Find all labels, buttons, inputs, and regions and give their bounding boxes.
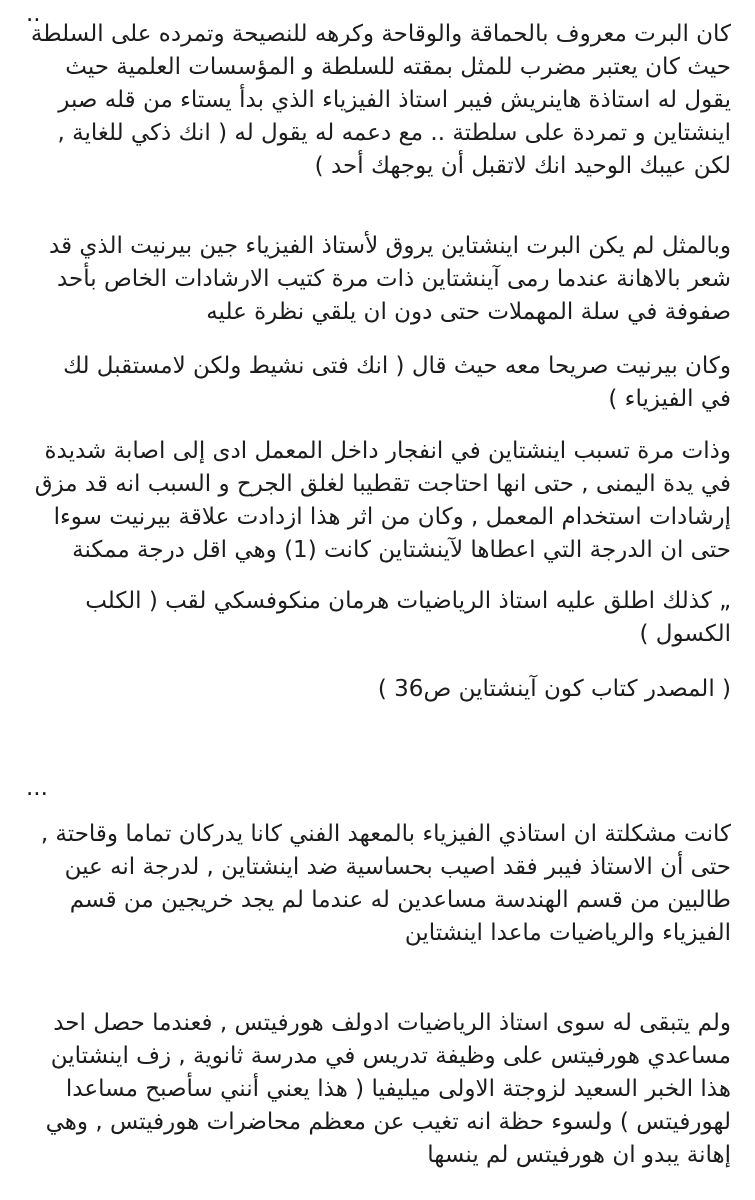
paragraph-line: كان البرت معروف بالحماقة والوقاحة وكرهه للنصيحة وتمرده على السلطة	[30, 21, 731, 47]
paragraph-line: حيث كان يعتبر مضرب للمثل بمقته للسلطة و المؤسسات العلمية حيث	[65, 54, 731, 80]
paragraph-line: في الفيزياء )	[608, 386, 731, 412]
paragraph-line: ( المصدر كتاب كون آينشتاين ص36 )	[377, 676, 731, 702]
paragraph-6	[24, 818, 731, 950]
paragraph-line: يقول له استاذة هاينريش فيبر استاذ الفيزياء الذي بدأ يستاء من قله صبر	[58, 87, 731, 113]
paragraph-line: صفوفة في سلة المهملات حتى دون ان يلقي نظرة عليه	[206, 299, 731, 325]
paragraph-line: ولم يتبقى له سوى استاذ الرياضيات ادولف هورفيتس , فعندما حصل احد	[53, 1010, 731, 1036]
paragraph-4	[24, 435, 731, 567]
paragraph-line: كانت مشكلتة ان استاذي الفيزياء بالمعهد الفني كانا يدركان تماما وقاحتة ,	[40, 821, 731, 847]
paragraph-line: وبالمثل لم يكن البرت اينشتاين يروق لأستاذ الفيزياء جين بيرنيت الذي قد	[49, 233, 731, 259]
paragraph-line: إرشادات استخدام المعمل , وكان من اثر هذا ازدادت علاقة بيرنيت سوءا	[53, 504, 731, 530]
paragraph-line: حتى ان الدرجة التي اعطاها لآينشتاين كانت (1) وهي اقل درجة ممكنة	[72, 537, 731, 563]
paragraph-5	[24, 585, 731, 651]
paragraph-line: الكسول )	[639, 621, 731, 647]
paragraph-line: هذا الخبر السعيد لزوجتة الاولى ميليفيا ( هذا يعني أنني سأصبح مساعدا	[65, 1076, 731, 1102]
paragraph-7	[24, 1007, 731, 1172]
paragraph-1	[24, 18, 731, 183]
top-ellipsis: ..	[26, 1, 41, 27]
paragraph-line: لكن عيبك الوحيد انك لاتقبل أن يوجهك أحد )	[314, 153, 731, 179]
paragraph-line: وذات مرة تسبب اينشتاين في انفجار داخل المعمل ادى إلى اصابة شديدة	[44, 438, 731, 464]
middle-ellipsis: ...	[26, 775, 48, 801]
paragraph-line: طالبين من قسم الهندسة مساعدين له عندما لم يجد خريجين من قسم	[69, 887, 731, 913]
source-citation	[24, 673, 731, 706]
paragraph-2	[24, 230, 731, 329]
paragraph-3	[24, 350, 731, 416]
paragraph-line: إهانة يبدو ان هورفيتس لم ينسها	[427, 1142, 731, 1168]
paragraph-line: حتى أن الاستاذ فيبر فقد اصيب بحساسية ضد اينشتاين , لدرجة انه عين	[64, 854, 731, 880]
paragraph-line: مساعدي هورفيتس على وظيفة تدريس في مدرسة ثانوية , زف اينشتاين	[50, 1043, 731, 1069]
paragraph-line: لهورفيتس ) ولسوء حظة انه تغيب عن معظم محاضرات هورفيتس , وهي	[45, 1109, 731, 1135]
paragraph-line: في يدة اليمنى , حتى انها احتاجت تقطيبا لغلق الجرح و السبب انه قد مزق	[34, 471, 731, 497]
paragraph-line: „ كذلك اطلق عليه استاذ الرياضيات هرمان منكوفسكي لقب ( الكلب	[85, 588, 731, 614]
paragraph-line: الفيزياء والرياضيات ماعدا اينشتاين	[404, 920, 731, 946]
paragraph-line: شعر بالاهانة عندما رمى آينشتاين ذات مرة كتيب الارشادات الخاص بأحد	[56, 266, 731, 292]
paragraph-line: وكان بيرنيت صريحا معه حيث قال ( انك فتى نشيط ولكن لامستقبل لك	[63, 353, 731, 379]
paragraph-line: اينشتاين و تمردة على سلطتة .. مع دعمه له يقول له ( انك ذكي للغاية ,	[57, 120, 731, 146]
